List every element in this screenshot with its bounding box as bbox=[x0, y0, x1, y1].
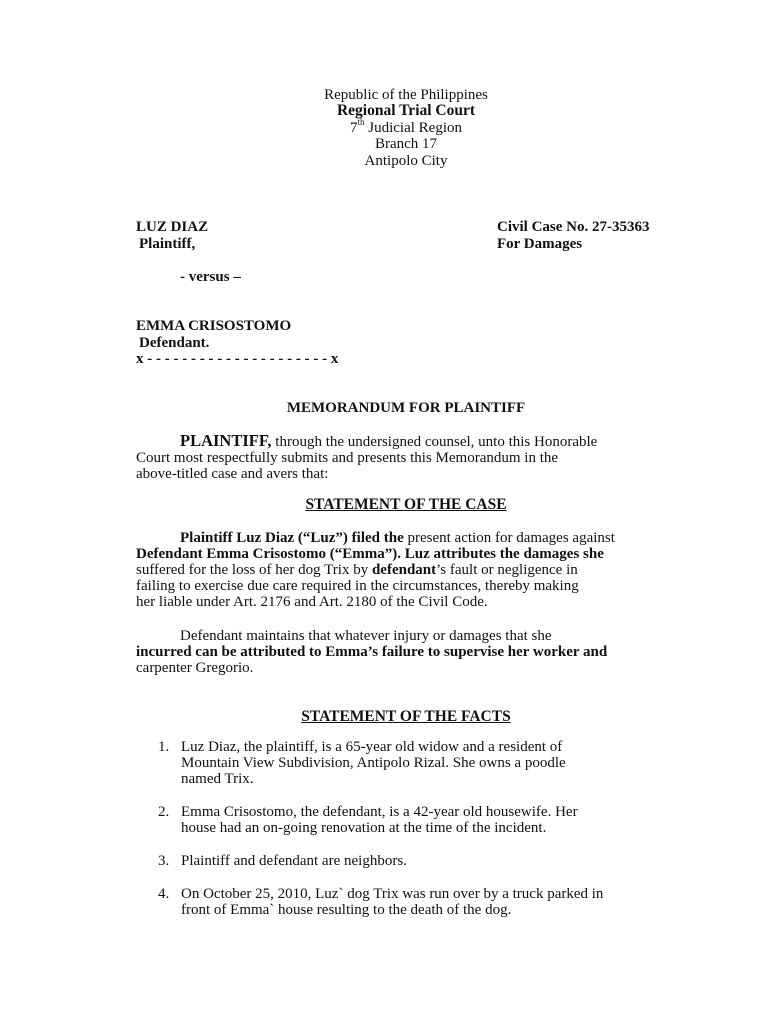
case-number: Civil Case No. 27-35363 bbox=[497, 219, 650, 235]
defendant-role: Defendant. bbox=[139, 335, 210, 351]
intro-lead: PLAINTIFF, bbox=[180, 431, 272, 450]
caption-separator: x - - - - - - - - - - - - - - - - - - - - - x bbox=[136, 351, 339, 367]
list-item: 1. Luz Diaz, the plaintiff, is a 65-year old widow and a resident of Mountain View Subdivision, Antipolo Rizal. She owns a poodle named Trix. bbox=[158, 739, 566, 787]
republic-line: Republic of the Philippines bbox=[324, 87, 488, 103]
branch-line: Branch 17 bbox=[374, 136, 438, 153]
facts-list bbox=[136, 739, 678, 935]
judicial-region: 7th Judicial Region bbox=[349, 116, 462, 136]
plaintiff-name: LUZ DIAZ bbox=[136, 219, 209, 235]
list-item: 4. On October 25, 2010, Luz` dog Trix was run over by a truck parked in front of Emma` house resulting to the death of the dog. bbox=[158, 886, 604, 918]
court-name: Regional Trial Court bbox=[336, 102, 476, 120]
document-title: MEMORANDUM FOR PLAINTIFF bbox=[286, 400, 526, 416]
case-paragraph-1: Plaintiff Luz Diaz (“Luz”) filed the present action for damages against Defendant Emma Crisostomo (“Emma”). Luz attributes the damages she suffered for the loss of her dog Trix by defendant’s fault or negligence in failing to exercise due care required in the circumstances, thereby making her liable under Art. 2176 and Art. 2180 of the Civil Code. bbox=[136, 530, 615, 610]
court-header bbox=[0, 87, 768, 169]
city-line: Antipolo City bbox=[364, 152, 448, 169]
statement-case-heading: STATEMENT OF THE CASE bbox=[305, 496, 507, 513]
case-nature: For Damages bbox=[497, 236, 583, 252]
list-item: 3. Plaintiff and defendant are neighbors. bbox=[158, 853, 407, 869]
versus-label: - versus – bbox=[180, 269, 241, 285]
intro-paragraph: PLAINTIFF, through the undersigned counsel, unto this Honorable Court most respectfully submits and presents this Memorandum in the above-titled case and avers that: bbox=[136, 431, 598, 482]
statement-facts-heading: STATEMENT OF THE FACTS bbox=[301, 708, 511, 725]
list-item: 2. Emma Crisostomo, the defendant, is a 42-year old housewife. Her house had an on-going renovation at the time of the incident. bbox=[158, 804, 578, 836]
defendant-name: EMMA CRISOSTOMO bbox=[136, 318, 292, 334]
plaintiff-role: Plaintiff, bbox=[139, 236, 196, 252]
case-paragraph-2: Defendant maintains that whatever injury or damages that she incurred can be attributed to Emma’s failure to supervise her worker and carpenter Gregorio. bbox=[136, 628, 608, 676]
